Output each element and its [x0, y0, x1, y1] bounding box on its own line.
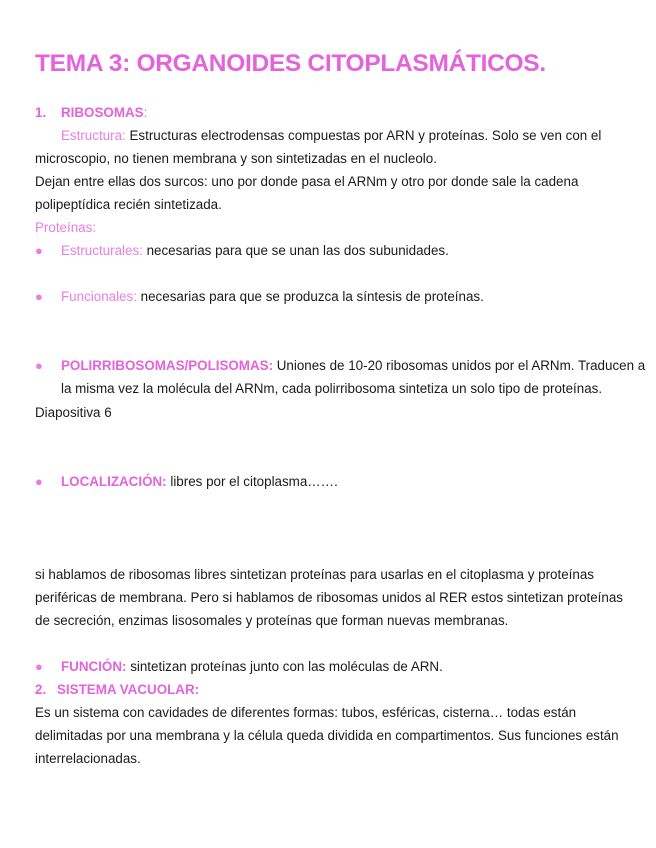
bullet-dot: ● [35, 474, 43, 489]
bullet-localizacion [35, 470, 651, 493]
bullet-funcion [35, 655, 651, 678]
surcos-paragraph: Dejan entre ellas dos surcos: uno por donde pasa el ARNm y otro por donde sale la cadena polipeptídica recién sintetizada. [35, 174, 579, 212]
funcion-text: sintetizan proteínas junto con las moléculas de ARN. [126, 659, 443, 674]
localizacion-text: libres por el citoplasma……. [166, 474, 338, 489]
estructurales-text: necesarias para que se unan las dos subunidades. [142, 243, 449, 258]
vacuolar-paragraph: Es un sistema con cavidades de diferentes formas: tubos, esféricas, cisterna… todas están delimitadas por una membrana y la célula queda dividida en compartimentos. Sus funciones están interrelacionadas. [35, 705, 619, 766]
estructura-text: Estructuras electrodensas compuestas por ARN y proteínas. Solo se ven con el microscopio, no tienen membrana y son sintetizadas en el nucleolo. [35, 128, 602, 166]
section-vacuolar-heading [35, 678, 625, 701]
page-title: TEMA 3: ORGANOIDES CITOPLASMÁTICOS. [35, 50, 546, 77]
funcion-label: FUNCIÓN: [61, 659, 127, 674]
section-title-colon: : [143, 105, 148, 120]
section-title: SISTEMA VACUOLAR: [57, 682, 200, 697]
estructura-label: Estructura: [61, 128, 126, 143]
estructurales-label: Estructurales: [61, 243, 143, 258]
bullet-polirribosomas [35, 354, 651, 400]
bullet-funcionales [35, 285, 651, 308]
polirribosomas-text: Uniones de 10-20 ribosomas unidos por el ARNm. Traducen a la misma vez la molécula del ARNm, cada polirribosoma sintetiza un solo tipo de proteínas. [61, 358, 646, 396]
diapositiva-note: Diapositiva 6 [35, 405, 112, 420]
bullet-dot: ● [35, 358, 43, 373]
section-number: 2. [35, 682, 47, 697]
estructura-paragraph [35, 124, 625, 170]
section-title: RIBOSOMAS [61, 105, 144, 120]
funcion-paragraph: si hablamos de ribosomas libres sintetizan proteínas para usarlas en el citoplasma y proteínas periféricas de membrana. Pero si hablamos de ribosomas unidos al RER estos sintetizan proteínas de secreción, enzimas lisosomales y proteínas que forman nuevas membranas. [35, 567, 623, 628]
proteinas-label: Proteínas: [35, 220, 97, 235]
bullet-dot: ● [35, 243, 43, 258]
localizacion-label: LOCALIZACIÓN: [61, 474, 167, 489]
section-number: 1. [35, 105, 47, 120]
section-ribosomas-heading [35, 101, 625, 124]
bullet-estructurales [35, 239, 651, 262]
funcionales-label: Funcionales: [61, 289, 137, 304]
bullet-dot: ● [35, 659, 43, 674]
funcionales-text: necesarias para que se produzca la síntesis de proteínas. [136, 289, 484, 304]
bullet-dot: ● [35, 289, 43, 304]
document-page [35, 0, 646, 766]
polirribosomas-label: POLIRRIBOSOMAS/POLISOMAS: [61, 358, 274, 373]
